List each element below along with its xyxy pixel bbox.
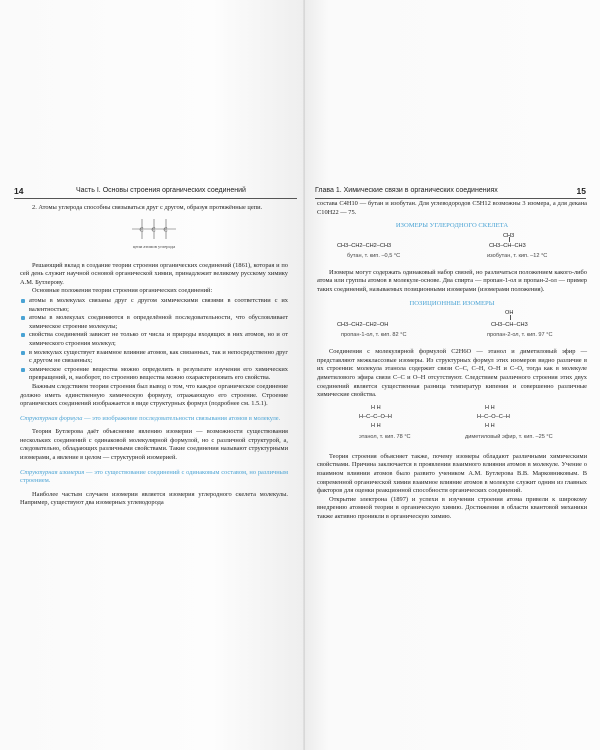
ethanol-top: H H [371, 404, 381, 411]
list-item: в молекулах существует взаимное влияние атомов, как связанных, так и непосредственно друг с другом не связанных; [20, 349, 288, 366]
def2-text: — это существование соединений с одинаковым составом, но различным строением. [20, 468, 289, 485]
isobutane-top: CH3 [503, 232, 515, 239]
left-running-header [14, 186, 297, 199]
list-item: химическое строение вещества можно определить в результате изучения его химических превращений, и, наоборот, по строению вещества можно охарактеризовать его свойства. [20, 366, 288, 383]
ether-formula: H–C–O–C–H [477, 413, 510, 420]
ether-caption: диметиловый эфир, т. кип. –25 °C [465, 433, 553, 440]
skeletal-isomers-figure [317, 234, 587, 264]
left-para-1: 2. Атомы углерода способны связываться друг с другом, образуя протяжённые цепи. [32, 204, 263, 211]
chain-caption: цепи атомов углерода [132, 243, 176, 249]
right-para-1: состава C4H10 — бутан и изобутан. Для углеводородов C5H12 возможны 3 изомера, а для декана C10H22 — 75. [317, 200, 587, 216]
left-para-4: Важным следствием теории строения был вывод о том, что каждое органическое соединение должно иметь единственную химическую формулу, отражающую его строение. Строение органических соединений изображается в виде структурных формул (подробнее см. 1.5.1). [20, 382, 288, 408]
left-para-5: Теория Бутлерова даёт объяснение явлению изомерии — возможности существования нескольких соединений с одинаковой молекулярной формулой, но с различной структурой, а, следовательно, обладающих различными свойствами. Такие соединения называют структурными изомерами, а явление в целом — структурной изомерией. [20, 428, 288, 462]
propanol2-oh-bond [510, 315, 512, 320]
left-header-title: Часть I. Основы строения органических соединений [76, 187, 246, 194]
propanol1-formula: CH3–CH2–CH2–OH [337, 322, 389, 329]
left-para-2: Решающий вклад в создание теории строения органических соединений (1861), которая и по сей день служит научной основой органической химии, принадлежит великому русскому химику А.М. Бутлерову. [20, 261, 288, 286]
right-page [305, 0, 600, 750]
right-page-number: 15 [576, 186, 586, 196]
ethanol-bottom: H H [371, 422, 381, 429]
definition-structural-formula [20, 415, 288, 424]
list-item: свойства соединений зависят не только от числа и природы входящих в них атомов, но и от химического строения молекул; [20, 331, 288, 348]
right-para-4: Теория строения объясняет также, почему изомеры обладают различными химическими свойствами. Причина заключается в проявлении взаимного влияния атомов в молекуле. Учение о взаимном влиянии атомов было развито учеником А.М. Бутлерова В.В. Марковниковым. В современной органической химии взаимное влияние атомов в молекуле служит одним из главных факторов для оценки реакционной способности органических соединений. [317, 452, 587, 495]
ethanol-formula: H–C–C–O–H [359, 413, 392, 420]
svg-text:C: C [139, 227, 144, 234]
definition-structural-isomerism [20, 469, 288, 486]
propanol2-top: OH [505, 310, 514, 317]
right-para-5: Открытие электрона (1897) и успехи в изучении строения атома привели к широкому внедрению атомной теории в органическую химию. Достижения в области квантовой механики также активно проникли в органическую химию. [317, 495, 587, 520]
propanol2-caption: пропан-2-ол, т. кип. 97 °C [487, 332, 553, 339]
list-item: атомы в молекулах соединяются в определённой последовательности, что обусловливает химическое строение молекулы; [20, 314, 288, 331]
propanol2-formula: CH3–CH–CH3 [491, 322, 528, 329]
right-header-title: Глава 1. Химические связи в органических соединениях [315, 187, 498, 194]
left-para-6: Наиболее частым случаем изомерии является изомерия углеродного скелета молекулы. Например, существуют два изомерных углеводорода [20, 490, 288, 507]
list-item: атомы в молекулах связаны друг с другом химическими связями в соответствии с их валентностью; [20, 297, 288, 314]
def2-term: Структурная изомерия [20, 468, 85, 476]
left-body [20, 204, 288, 508]
subheading-positional-isomers: ПОЗИЦИОННЫЕ ИЗОМЕРЫ [409, 299, 495, 307]
svg-text:C: C [151, 227, 156, 234]
positional-isomers-figure [317, 311, 587, 343]
isobutane-formula: CH3–CH–CH3 [489, 242, 526, 249]
ethanol-caption: этанол, т. кип. 78 °C [359, 433, 411, 440]
right-para-2: Изомеры могут содержать одинаковый набор связей, но различаться положением какого-либо атома или группы атомов в молекуле-основе. Два спирта — пропан-1-ол и пропан-2-ол — пример таких соединений, называемых позиционными изомерами (изомерами положения). [317, 268, 587, 293]
subheading-skeletal-isomers: ИЗОМЕРЫ УГЛЕРОДНОГО СКЕЛЕТА [395, 222, 509, 230]
carbon-chain-figure [20, 213, 288, 253]
left-page-number: 14 [14, 186, 24, 196]
def1-text: — это изображение последовательности связывания атомов в молекуле. [82, 414, 281, 422]
left-para-3: Основные положения теории строения органических соединений: [32, 287, 213, 295]
ether-bottom: H H [485, 422, 495, 429]
butane-formula: CH3–CH2–CH2–CH3 [337, 242, 392, 249]
theory-points-list [20, 297, 288, 383]
svg-text:C: C [163, 227, 168, 234]
functional-isomers-figure [317, 404, 587, 448]
butane-caption: бутан, т. кип. –0,5 °C [347, 252, 401, 259]
isobutane-caption: изобутан, т. кип. –12 °C [487, 252, 548, 259]
right-running-header [315, 186, 586, 199]
carbon-chain-diagram [20, 213, 288, 245]
propanol1-caption: пропан-1-ол, т. кип. 82 °C [341, 332, 407, 339]
right-body [317, 200, 587, 521]
def1-term: Структурная формула [20, 414, 83, 422]
ether-top: H H [485, 404, 495, 411]
right-para-3: Соединения с молекулярной формулой C2H6O — этанол и диметиловый эфир — представляют межклассовые изомеры. Из структурных формул этих изомеров видно различие в их строении: молекула этанола содержит связи С–С, С–Н, О–Н и С–О, тогда как в молекуле диметилового эфира связи С–С и О–Н отсутствуют. Следствием различного строения этих двух соединений является существенная разница температур кипения и совершенно различные химические свойства. [317, 348, 587, 399]
